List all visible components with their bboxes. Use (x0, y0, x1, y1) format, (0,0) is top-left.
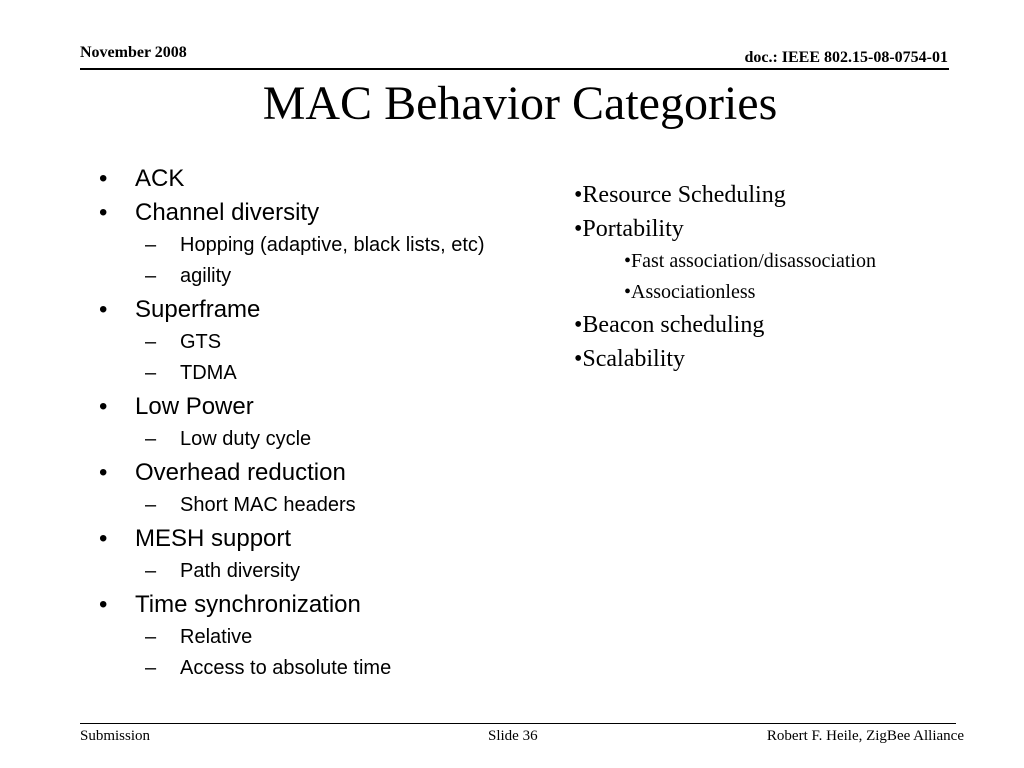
right-bullet-item: •Portability (574, 216, 684, 242)
bullet-text: Overhead reduction (135, 459, 346, 486)
sub-bullet-item (0, 490, 580, 520)
bullet-text: Low Power (135, 393, 254, 420)
right-sub-bullet-item: •Associationless (624, 281, 756, 303)
header-doc-id: doc.: IEEE 802.15-08-0754-01 (744, 49, 948, 66)
dash-marker: – (145, 265, 157, 287)
dash-marker: – (145, 234, 157, 256)
sub-bullet-text: Path diversity (180, 560, 301, 582)
slide-title: MAC Behavior Categories (262, 77, 778, 130)
footer-divider (80, 723, 956, 724)
sub-bullet-item (0, 424, 580, 454)
bullet-item (0, 197, 580, 229)
sub-bullet-item (0, 261, 580, 291)
bullet-text: Time synchronization (135, 591, 361, 618)
sub-bullet-text: Hopping (adaptive, black lists, etc) (180, 234, 485, 256)
bullet-marker: • (99, 199, 108, 226)
right-bullet-list (574, 178, 964, 376)
dash-marker: – (145, 428, 157, 450)
bullet-marker: • (99, 165, 108, 192)
sub-bullet-item (0, 230, 580, 260)
sub-bullet-text: TDMA (180, 362, 237, 384)
dash-marker: – (145, 626, 157, 648)
left-bullet-list (0, 163, 580, 683)
dash-marker: – (145, 657, 157, 679)
bullet-item (0, 523, 580, 555)
sub-bullet-text: Relative (180, 626, 253, 648)
right-bullet-item: •Scalability (574, 346, 686, 372)
bullet-marker: • (99, 459, 108, 486)
sub-bullet-item (0, 327, 580, 357)
bullet-text: Superframe (135, 296, 261, 323)
bullet-text: Channel diversity (135, 199, 320, 226)
dash-marker: – (145, 331, 157, 353)
bullet-marker: • (99, 393, 108, 420)
right-bullet-item: •Beacon scheduling (574, 312, 765, 338)
footer-slide-number: Slide 36 (488, 728, 538, 744)
bullet-item (0, 391, 580, 423)
bullet-marker: • (99, 296, 108, 323)
bullet-marker: • (99, 525, 108, 552)
sub-bullet-text: GTS (180, 331, 222, 353)
header-date: November 2008 (80, 44, 187, 61)
bullet-item (0, 589, 580, 621)
sub-bullet-text: Low duty cycle (180, 428, 312, 450)
bullet-item (0, 294, 580, 326)
bullet-item (0, 163, 580, 195)
bullet-text: MESH support (135, 525, 292, 552)
header-divider (80, 68, 949, 70)
sub-bullet-item (0, 622, 580, 652)
dash-marker: – (145, 362, 157, 384)
bullet-text: ACK (135, 165, 185, 192)
sub-bullet-text: Short MAC headers (180, 494, 356, 516)
footer-submission: Submission (80, 728, 151, 744)
sub-bullet-item (0, 358, 580, 388)
sub-bullet-text: agility (180, 265, 232, 287)
right-sub-bullet-item: •Fast association/disassociation (624, 250, 876, 272)
bullet-marker: • (99, 591, 108, 618)
sub-bullet-item (0, 556, 580, 586)
bullet-item (0, 457, 580, 489)
right-bullet-item: •Resource Scheduling (574, 182, 786, 208)
sub-bullet-text: Access to absolute time (180, 657, 392, 679)
dash-marker: – (145, 494, 157, 516)
sub-bullet-item (0, 653, 580, 683)
footer-author: Robert F. Heile, ZigBee Alliance (766, 728, 964, 744)
dash-marker: – (145, 560, 157, 582)
